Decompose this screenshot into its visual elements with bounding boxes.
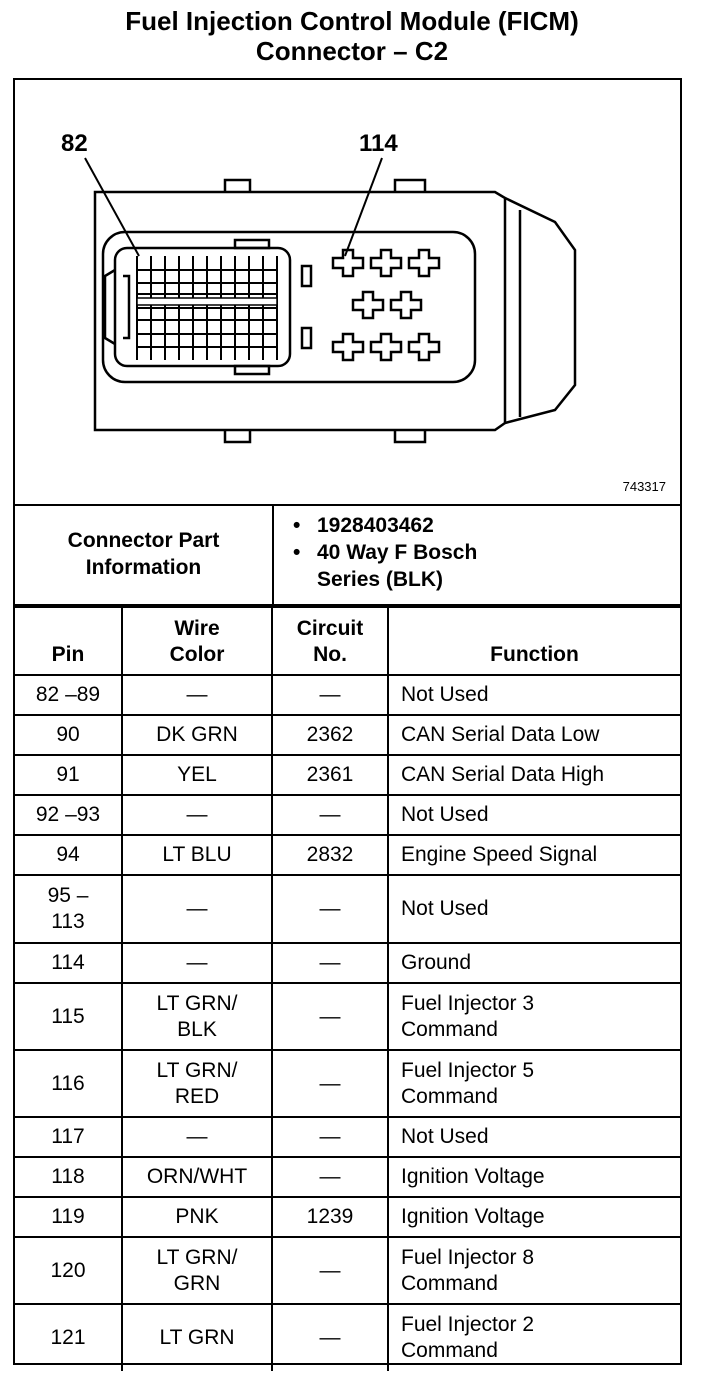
wire-color-cell: — bbox=[122, 1117, 272, 1157]
wire-color-cell: YEL bbox=[122, 755, 272, 795]
wire-color-cell: DK GRN bbox=[122, 715, 272, 755]
table-row bbox=[15, 943, 680, 983]
wire-color-cell: — bbox=[122, 675, 272, 715]
wire-color-cell: LT GRN/ RED bbox=[122, 1050, 272, 1117]
wire-color-cell: — bbox=[122, 943, 272, 983]
function-cell: Not Used bbox=[388, 875, 680, 943]
part-info-label bbox=[15, 504, 274, 604]
wire-color-cell: PNK bbox=[122, 1197, 272, 1237]
pin-cell: 91 bbox=[15, 755, 122, 795]
page-title bbox=[0, 6, 704, 66]
figure-number: 743317 bbox=[622, 479, 666, 494]
part-info-label-line-2: Information bbox=[85, 556, 202, 579]
pin-cell: 90 bbox=[15, 715, 122, 755]
pin-cell: 121 bbox=[15, 1304, 122, 1371]
connector-sheet bbox=[13, 78, 682, 1365]
function-cell: Ignition Voltage bbox=[388, 1157, 680, 1197]
connector-illustration bbox=[15, 80, 680, 504]
circuit-cell: — bbox=[272, 943, 388, 983]
function-cell: Ignition Voltage bbox=[388, 1197, 680, 1237]
table-row bbox=[15, 1304, 680, 1371]
pin-label-82: 82 bbox=[61, 130, 88, 157]
title-line-1: Fuel Injection Control Module (FICM) bbox=[125, 6, 579, 36]
function-cell: Fuel Injector 5 Command bbox=[388, 1050, 680, 1117]
table-row bbox=[15, 795, 680, 835]
wire-color-cell: — bbox=[122, 795, 272, 835]
wire-color-cell: ORN/WHT bbox=[122, 1157, 272, 1197]
pin-cell: 116 bbox=[15, 1050, 122, 1117]
function-cell: Ground bbox=[388, 943, 680, 983]
circuit-cell: 1239 bbox=[272, 1197, 388, 1237]
part-info-label-line-1: Connector Part bbox=[67, 529, 220, 552]
function-cell: CAN Serial Data High bbox=[388, 755, 680, 795]
circuit-cell: — bbox=[272, 1157, 388, 1197]
title-line-2: Connector – C2 bbox=[255, 36, 449, 66]
circuit-cell: — bbox=[272, 875, 388, 943]
pin-cell: 117 bbox=[15, 1117, 122, 1157]
pin-cell: 120 bbox=[15, 1237, 122, 1304]
header-circuit-no: Circuit No. bbox=[272, 607, 388, 675]
wire-color-cell: LT GRN/ GRN bbox=[122, 1237, 272, 1304]
bullet-icon: • bbox=[293, 514, 301, 537]
circuit-cell: — bbox=[272, 1117, 388, 1157]
bullet-icon: • bbox=[293, 541, 301, 564]
pin-cell: 115 bbox=[15, 983, 122, 1050]
part-info-item: • 40 Way F Bosch bbox=[293, 541, 478, 564]
table-row bbox=[15, 875, 680, 943]
function-cell: Fuel Injector 2 Command bbox=[388, 1304, 680, 1371]
table-row bbox=[15, 755, 680, 795]
function-cell: Fuel Injector 8 Command bbox=[388, 1237, 680, 1304]
table-row bbox=[15, 1117, 680, 1157]
circuit-cell: — bbox=[272, 1304, 388, 1371]
circuit-cell: 2832 bbox=[272, 835, 388, 875]
function-cell: Engine Speed Signal bbox=[388, 835, 680, 875]
table-row bbox=[15, 1197, 680, 1237]
function-cell: CAN Serial Data Low bbox=[388, 715, 680, 755]
part-info-item: Series (BLK) bbox=[317, 568, 444, 591]
function-cell: Not Used bbox=[388, 675, 680, 715]
pin-cell: 82 –89 bbox=[15, 675, 122, 715]
table-row bbox=[15, 983, 680, 1050]
header-pin: Pin bbox=[15, 607, 122, 675]
table-row bbox=[15, 1237, 680, 1304]
table-row bbox=[15, 1050, 680, 1117]
header-function: Function bbox=[388, 607, 680, 675]
pinout-table bbox=[15, 606, 680, 1371]
pin-cell: 92 –93 bbox=[15, 795, 122, 835]
header-wire-color: Wire Color bbox=[122, 607, 272, 675]
table-row bbox=[15, 715, 680, 755]
pin-cell: 95 – 113 bbox=[15, 875, 122, 943]
connector-diagram bbox=[15, 80, 680, 506]
part-info-list bbox=[293, 512, 477, 593]
table-row bbox=[15, 1157, 680, 1197]
pin-cell: 119 bbox=[15, 1197, 122, 1237]
function-cell: Fuel Injector 3 Command bbox=[388, 983, 680, 1050]
circuit-cell: — bbox=[272, 1050, 388, 1117]
wire-color-cell: LT BLU bbox=[122, 835, 272, 875]
connector-part-information bbox=[15, 504, 680, 606]
circuit-cell: 2362 bbox=[272, 715, 388, 755]
pin-cell: 94 bbox=[15, 835, 122, 875]
wire-color-cell: LT GRN bbox=[122, 1304, 272, 1371]
table-row bbox=[15, 675, 680, 715]
pinout-rows bbox=[15, 675, 680, 1371]
wire-color-cell: — bbox=[122, 875, 272, 943]
wire-color-cell: LT GRN/ BLK bbox=[122, 983, 272, 1050]
pin-cell: 114 bbox=[15, 943, 122, 983]
circuit-cell: — bbox=[272, 795, 388, 835]
function-cell: Not Used bbox=[388, 1117, 680, 1157]
pin-cell: 118 bbox=[15, 1157, 122, 1197]
circuit-cell: — bbox=[272, 983, 388, 1050]
part-info-item: • 1928403462 bbox=[293, 514, 434, 537]
function-cell: Not Used bbox=[388, 795, 680, 835]
table-row bbox=[15, 835, 680, 875]
table-header-row bbox=[15, 607, 680, 675]
circuit-cell: — bbox=[272, 675, 388, 715]
pin-label-114: 114 bbox=[359, 130, 398, 157]
circuit-cell: — bbox=[272, 1237, 388, 1304]
circuit-cell: 2361 bbox=[272, 755, 388, 795]
